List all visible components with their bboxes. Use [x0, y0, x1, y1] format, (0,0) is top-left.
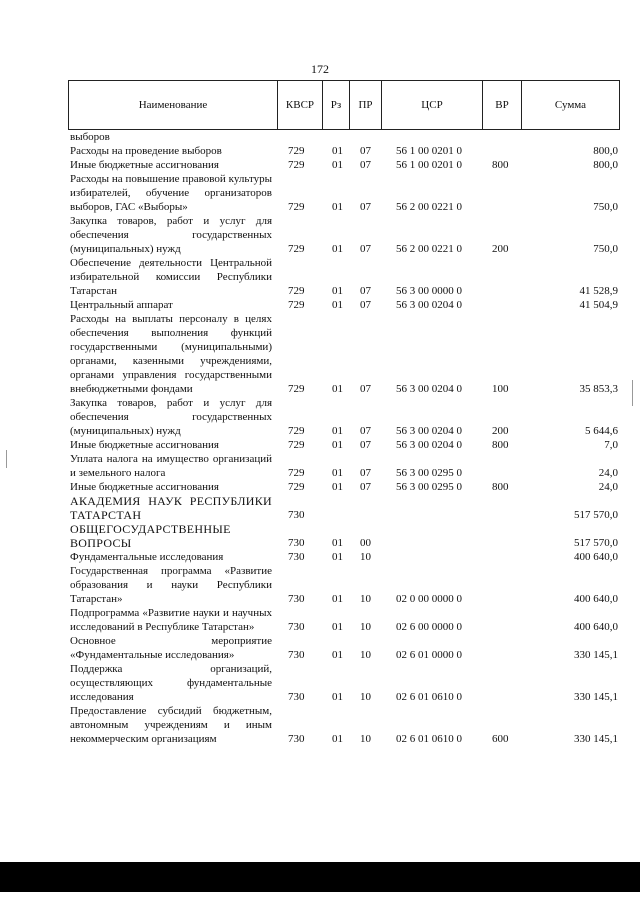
row-name: Иные бюджетные ассигнования: [70, 481, 219, 493]
row-name: Уплата налога на имущество организаций и земельного налога: [70, 453, 272, 479]
row-name: ОБЩЕГОСУДАРСТВЕННЫЕ ВОПРОСЫ: [70, 522, 231, 550]
table-row: [70, 438, 618, 452]
row-kvsr: 729: [288, 201, 305, 213]
row-rz: 01: [332, 299, 343, 311]
row-sum: 400 640,0: [574, 593, 618, 605]
row-rz: 01: [332, 243, 343, 255]
table-row: [70, 550, 618, 564]
table-row: [70, 256, 618, 298]
row-kvsr: 729: [288, 299, 305, 311]
table-row: [70, 606, 618, 634]
row-pr: 00: [360, 537, 371, 549]
row-name: Закупка товаров, работ и услуг для обеспечения государственных (муниципальных) нужд: [70, 397, 272, 437]
header-vr: ВР: [483, 81, 522, 130]
scan-border-bar: [0, 862, 640, 892]
row-pr: 10: [360, 551, 371, 563]
header-pr: ПР: [350, 81, 382, 130]
row-sum: 330 145,1: [574, 691, 618, 703]
row-csr: 56 3 00 0204 0: [396, 439, 462, 451]
row-rz: 01: [332, 649, 343, 661]
row-pr: 07: [360, 299, 371, 311]
row-pr: 07: [360, 383, 371, 395]
row-sum: 35 853,3: [579, 383, 618, 395]
table-row: [70, 522, 618, 550]
row-csr: 56 3 00 0295 0: [396, 481, 462, 493]
table-row: [70, 172, 618, 214]
row-rz: 01: [332, 467, 343, 479]
row-pr: 07: [360, 243, 371, 255]
row-sum: 800,0: [593, 145, 618, 157]
row-rz: 01: [332, 481, 343, 493]
table-row: [70, 298, 618, 312]
row-pr: 10: [360, 621, 371, 633]
row-sum: 5 644,6: [585, 425, 618, 437]
table-row: [70, 494, 618, 522]
row-vr: 100: [492, 383, 509, 395]
row-vr: 800: [492, 159, 509, 171]
row-vr: 200: [492, 243, 509, 255]
row-csr: 02 6 01 0000 0: [396, 649, 462, 661]
row-sum: 400 640,0: [574, 621, 618, 633]
row-kvsr: 730: [288, 537, 305, 549]
page-number: 172: [311, 62, 329, 76]
row-name: Обеспечение деятельности Центральной избирательной комиссии Республики Татарстан: [70, 257, 272, 297]
table-row: [70, 480, 618, 494]
table-row: [70, 396, 618, 438]
table-row: [70, 564, 618, 606]
row-name: Расходы на повышение правовой культуры избирателей, обучение организаторов выборов, ГАС «Выборы»: [70, 173, 272, 213]
row-kvsr: 730: [288, 509, 305, 521]
header-kvsr: КВСР: [278, 81, 323, 130]
row-kvsr: 729: [288, 439, 305, 451]
row-pr: 07: [360, 467, 371, 479]
row-csr: 56 1 00 0201 0: [396, 145, 462, 157]
row-kvsr: 729: [288, 285, 305, 297]
row-name: Подпрограмма «Развитие науки и научных исследований в Республике Татарстан»: [70, 607, 272, 633]
row-name: Фундаментальные исследования: [70, 551, 224, 563]
header-csr: ЦСР: [382, 81, 483, 130]
row-sum: 517 570,0: [574, 537, 618, 549]
row-vr: 800: [492, 439, 509, 451]
row-kvsr: 729: [288, 425, 305, 437]
table-row: [70, 130, 618, 144]
row-rz: 01: [332, 285, 343, 297]
row-csr: 56 1 00 0201 0: [396, 159, 462, 171]
row-vr: 200: [492, 425, 509, 437]
row-rz: 01: [332, 383, 343, 395]
row-pr: 07: [360, 481, 371, 493]
row-sum: 7,0: [604, 439, 618, 451]
row-kvsr: 729: [288, 243, 305, 255]
table-row: [70, 214, 618, 256]
row-csr: 02 0 00 0000 0: [396, 593, 462, 605]
row-name: Поддержка организаций, осуществляющих фундаментальные исследования: [70, 663, 272, 703]
row-pr: 10: [360, 733, 371, 745]
row-csr: 02 6 00 0000 0: [396, 621, 462, 633]
row-sum: 800,0: [593, 159, 618, 171]
row-name: Предоставление субсидий бюджетным, автономным учреждениям и иным некоммерческим организациям: [70, 705, 272, 745]
row-rz: 01: [332, 439, 343, 451]
row-kvsr: 729: [288, 467, 305, 479]
row-kvsr: 730: [288, 551, 305, 563]
table-row: [70, 452, 618, 480]
row-rz: 01: [332, 201, 343, 213]
row-pr: 07: [360, 439, 371, 451]
row-csr: 02 6 01 0610 0: [396, 733, 462, 745]
row-pr: 07: [360, 159, 371, 171]
row-csr: 56 3 00 0295 0: [396, 467, 462, 479]
row-pr: 10: [360, 593, 371, 605]
row-csr: 56 3 00 0204 0: [396, 425, 462, 437]
row-sum: 517 570,0: [574, 509, 618, 521]
row-kvsr: 730: [288, 733, 305, 745]
row-csr: 56 3 00 0204 0: [396, 383, 462, 395]
row-sum: 750,0: [593, 201, 618, 213]
row-kvsr: 729: [288, 159, 305, 171]
table-row: [70, 158, 618, 172]
row-name: Расходы на проведение выборов: [70, 145, 222, 157]
scan-artifact-mark: [6, 450, 7, 468]
header-sum: Сумма: [522, 81, 620, 130]
row-rz: 01: [332, 425, 343, 437]
row-sum: 750,0: [593, 243, 618, 255]
row-pr: 07: [360, 425, 371, 437]
row-rz: 01: [332, 621, 343, 633]
row-name: Центральный аппарат: [70, 299, 173, 311]
row-csr: 56 2 00 0221 0: [396, 243, 462, 255]
row-sum: 24,0: [598, 481, 618, 493]
row-sum: 24,0: [598, 467, 618, 479]
row-kvsr: 729: [288, 481, 305, 493]
row-name: Иные бюджетные ассигнования: [70, 159, 219, 171]
row-sum: 41 504,9: [579, 299, 618, 311]
row-kvsr: 730: [288, 593, 305, 605]
row-csr: 56 2 00 0221 0: [396, 201, 462, 213]
row-pr: 10: [360, 691, 371, 703]
row-name: Закупка товаров, работ и услуг для обеспечения государственных (муниципальных) нужд: [70, 215, 272, 255]
row-rz: 01: [332, 159, 343, 171]
row-name: Иные бюджетные ассигнования: [70, 439, 219, 451]
row-csr: 56 3 00 0204 0: [396, 299, 462, 311]
row-kvsr: 729: [288, 383, 305, 395]
row-pr: 07: [360, 201, 371, 213]
row-rz: 01: [332, 733, 343, 745]
row-name: АКАДЕМИЯ НАУК РЕСПУБЛИКИ ТАТАРСТАН: [70, 494, 272, 522]
table-row: [70, 662, 618, 704]
row-name: выборов: [70, 131, 110, 143]
table-row: [70, 634, 618, 662]
table-row: [70, 144, 618, 158]
row-name: Расходы на выплаты персоналу в целях обеспечения выполнения функций государственными (муниципальными) органами, казенными учреждениями, органами управления государственными внебюджетными фондами: [70, 313, 272, 395]
row-rz: 01: [332, 145, 343, 157]
scan-artifact-mark: [632, 380, 633, 406]
row-pr: 07: [360, 145, 371, 157]
row-sum: 400 640,0: [574, 551, 618, 563]
row-kvsr: 729: [288, 145, 305, 157]
header-name: Наименование: [69, 81, 278, 130]
row-rz: 01: [332, 691, 343, 703]
row-sum: 330 145,1: [574, 733, 618, 745]
row-pr: 07: [360, 285, 371, 297]
row-name: Государственная программа «Развитие образования и науки Республики Татарстан»: [70, 565, 272, 605]
row-kvsr: 730: [288, 691, 305, 703]
budget-table-body: [70, 130, 618, 746]
budget-table-header: [68, 80, 620, 130]
row-rz: 01: [332, 537, 343, 549]
table-row: [70, 704, 618, 746]
row-csr: 56 3 00 0000 0: [396, 285, 462, 297]
row-pr: 10: [360, 649, 371, 661]
row-vr: 600: [492, 733, 509, 745]
row-sum: 41 528,9: [579, 285, 618, 297]
row-sum: 330 145,1: [574, 649, 618, 661]
row-kvsr: 730: [288, 649, 305, 661]
row-rz: 01: [332, 551, 343, 563]
row-csr: 02 6 01 0610 0: [396, 691, 462, 703]
header-rz: Рз: [323, 81, 350, 130]
row-name: Основное мероприятие «Фундаментальные исследования»: [70, 635, 272, 661]
row-rz: 01: [332, 593, 343, 605]
table-row: [70, 312, 618, 396]
row-kvsr: 730: [288, 621, 305, 633]
row-vr: 800: [492, 481, 509, 493]
